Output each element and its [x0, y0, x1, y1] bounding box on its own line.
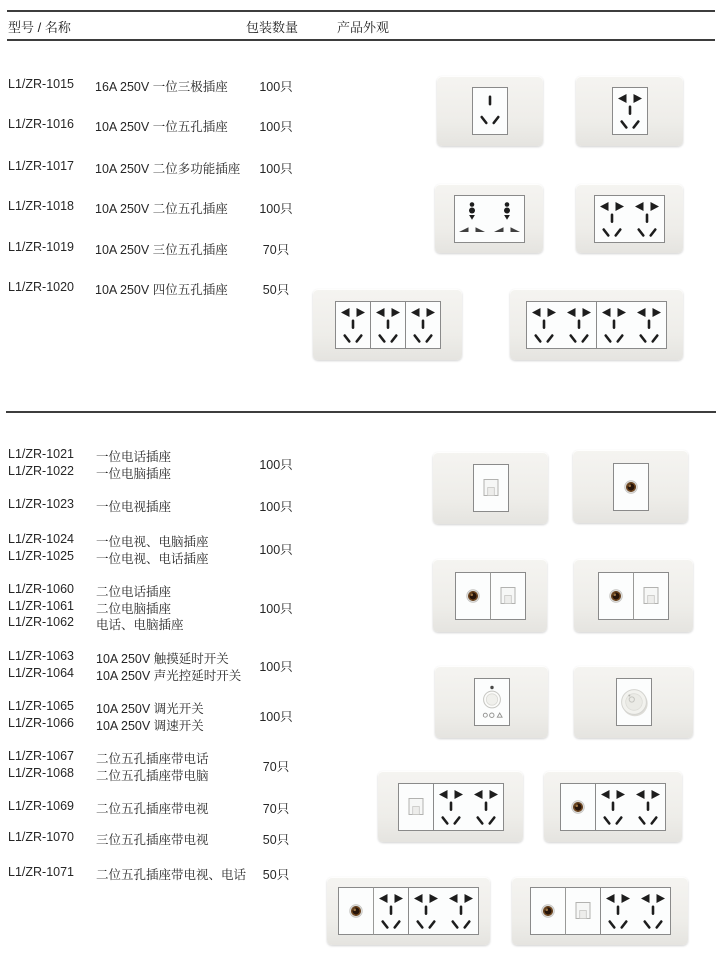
- product-description: 二位电话插座: [96, 585, 172, 599]
- plate-tv-plus-double-five-hole: [544, 771, 682, 842]
- data-jack-icon: [576, 903, 590, 919]
- pack-quantity: 100只: [259, 660, 293, 675]
- product-description: 二位五孔插座带电视、电话: [96, 868, 247, 882]
- product-description: 10A 250V 一位五孔插座: [95, 120, 228, 134]
- column-header-quantity: 包装数量: [246, 20, 299, 35]
- module-row: [454, 195, 525, 243]
- model-number: L1/ZR-1015: [8, 77, 75, 91]
- plate-tv-plus-jack-b: [574, 559, 693, 632]
- module-row: [473, 464, 509, 512]
- module-row: [398, 783, 504, 831]
- column-header-appearance: 产品外观: [337, 20, 390, 35]
- data-jack-icon: [501, 587, 515, 603]
- module-row: [335, 301, 441, 349]
- product-description: 10A 250V 四位五孔插座: [95, 283, 228, 297]
- plate-dimmer-switch: [574, 666, 693, 738]
- data-jack-icon: [484, 480, 498, 496]
- pack-quantity: 70只: [262, 802, 290, 816]
- pack-quantity: 50只: [262, 833, 290, 847]
- model-number: L1/ZR-1063: [8, 649, 75, 663]
- product-description: 二位电脑插座: [96, 602, 172, 616]
- pack-quantity: 70只: [262, 760, 290, 775]
- plate-tv-plus-triple-five-hole: [327, 877, 490, 945]
- model-number: L1/ZR-1064: [8, 666, 75, 680]
- model-number: L1/ZR-1025: [8, 549, 75, 563]
- module-row: [594, 195, 665, 243]
- module-row: [560, 783, 666, 831]
- plate-two-gang-multifunction: [435, 184, 543, 253]
- model-number: L1/ZR-1060: [8, 582, 75, 596]
- model-number: L1/ZR-1016: [8, 117, 75, 131]
- tv-coax-icon: [466, 589, 479, 602]
- model-number: L1/ZR-1019: [8, 240, 75, 254]
- pack-quantity: 70只: [262, 243, 290, 257]
- plate-four-gang-five-hole: [510, 289, 683, 360]
- model-number: L1/ZR-1066: [8, 716, 75, 730]
- pack-quantity: 100只: [259, 120, 293, 134]
- header-top-rule: [7, 10, 715, 12]
- pack-quantity: 50只: [262, 868, 290, 882]
- product-description: 二位五孔插座带电脑: [96, 769, 209, 783]
- module-row: [530, 887, 671, 935]
- module-row: [474, 678, 510, 726]
- plate-touch-delay-switch: [435, 666, 548, 738]
- product-description: 16A 250V 一位三极插座: [95, 80, 228, 94]
- model-number: L1/ZR-1017: [8, 159, 75, 173]
- model-number: L1/ZR-1023: [8, 497, 75, 511]
- module-row: [526, 301, 667, 349]
- tv-coax-icon: [624, 480, 637, 493]
- tv-coax-icon: [572, 800, 585, 813]
- data-jack-icon: [409, 798, 423, 814]
- plate-one-gang-five-hole: [576, 76, 683, 146]
- model-number: L1/ZR-1024: [8, 532, 75, 546]
- model-number: L1/ZR-1022: [8, 464, 75, 478]
- product-description: 10A 250V 声光控延时开关: [96, 669, 242, 683]
- product-description: 电话、电脑插座: [96, 618, 184, 632]
- model-number: L1/ZR-1069: [8, 799, 75, 813]
- product-description: 10A 250V 触摸延时开关: [96, 652, 229, 666]
- product-description: 10A 250V 三位五孔插座: [95, 243, 228, 257]
- section-divider: [6, 411, 716, 413]
- header-bottom-rule: [7, 39, 715, 41]
- product-description: 一位电视、电话插座: [96, 552, 209, 566]
- model-number: L1/ZR-1018: [8, 199, 75, 213]
- plate-jack-plus-double-five-hole: [378, 771, 523, 842]
- model-number: L1/ZR-1067: [8, 749, 75, 763]
- model-number: L1/ZR-1061: [8, 599, 75, 613]
- tv-coax-icon: [610, 589, 623, 602]
- module-row: [455, 572, 526, 620]
- product-description: 一位电视插座: [96, 500, 172, 514]
- pack-quantity: 100只: [259, 543, 293, 558]
- pack-quantity: 100只: [259, 80, 293, 94]
- model-number: L1/ZR-1021: [8, 447, 75, 461]
- tv-coax-icon: [350, 905, 363, 918]
- plate-one-gang-three-pin: [437, 76, 543, 146]
- model-number: L1/ZR-1062: [8, 615, 75, 629]
- product-description: 二位五孔插座带电视: [96, 802, 209, 816]
- table-row: [0, 615, 340, 631]
- plate-three-gang-five-hole: [313, 289, 462, 360]
- product-description: 三位五孔插座带电视: [96, 833, 209, 847]
- product-description: 10A 250V 调光开关: [96, 702, 204, 716]
- plate-tv-plus-jack-a: [433, 559, 547, 632]
- model-number: L1/ZR-1070: [8, 830, 75, 844]
- product-description: 10A 250V 调速开关: [96, 719, 204, 733]
- product-description: 一位电脑插座: [96, 467, 172, 481]
- pack-quantity: 100只: [259, 202, 293, 216]
- module-row: [338, 887, 479, 935]
- data-jack-icon: [644, 587, 658, 603]
- module-row: [612, 87, 648, 135]
- tv-coax-icon: [541, 905, 554, 918]
- module-row: [472, 87, 508, 135]
- pack-quantity: 100只: [259, 162, 293, 176]
- column-header-model: 型号 / 名称: [8, 20, 71, 35]
- product-description: 一位电视、电脑插座: [96, 535, 209, 549]
- model-number: L1/ZR-1020: [8, 280, 75, 294]
- product-description: 一位电话插座: [96, 450, 172, 464]
- product-description: 10A 250V 二位五孔插座: [95, 202, 228, 216]
- pack-quantity: 100只: [259, 710, 293, 725]
- product-description: 二位五孔插座带电话: [96, 752, 209, 766]
- pack-quantity: 50只: [262, 283, 290, 297]
- plate-tv-socket: [573, 450, 688, 523]
- pack-quantity: 100只: [259, 500, 293, 514]
- module-row: [616, 678, 652, 726]
- module-row: [598, 572, 669, 620]
- model-number: L1/ZR-1071: [8, 865, 75, 879]
- pack-quantity: 100只: [259, 458, 293, 473]
- model-number: L1/ZR-1068: [8, 766, 75, 780]
- product-description: 10A 250V 二位多功能插座: [95, 162, 241, 176]
- module-row: [613, 463, 649, 511]
- plate-two-gang-five-hole: [576, 184, 683, 253]
- plate-data-jack: [433, 452, 548, 524]
- table-row: [0, 582, 340, 598]
- pack-quantity: 100只: [259, 601, 293, 616]
- model-number: L1/ZR-1065: [8, 699, 75, 713]
- plate-tv-jack-double-five-hole: [512, 877, 688, 945]
